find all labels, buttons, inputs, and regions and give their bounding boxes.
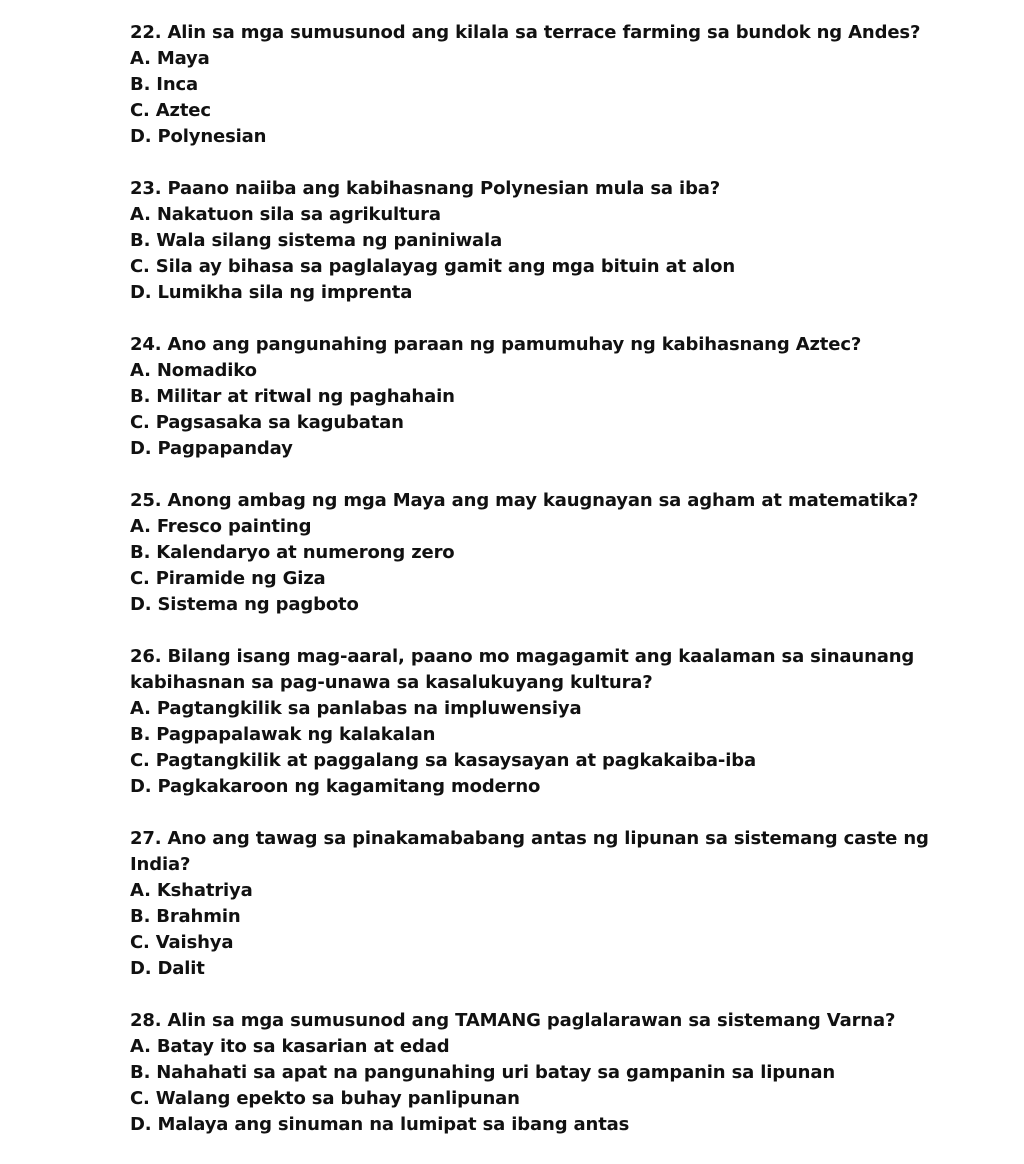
choice-b [130, 540, 990, 566]
choice-letter: D. [130, 282, 152, 303]
choice-letter: A. [130, 1036, 151, 1057]
choice-c [130, 410, 990, 436]
question-prompt: Ano ang tawag sa pinakamababang antas ng lipunan sa sistemang caste ng India? [130, 828, 929, 875]
choice-letter: A. [130, 48, 151, 69]
question-prompt: Ano ang pangunahing paraan ng pamumuhay ng kabihasnang Aztec? [167, 334, 862, 355]
choice-text: Lumikha sila ng imprenta [157, 282, 413, 303]
choice-text: Pagpapanday [157, 438, 293, 459]
choice-letter: C. [130, 412, 150, 433]
choice-text: Inca [156, 74, 198, 95]
choice-d [130, 1112, 990, 1138]
question-26 [130, 644, 990, 800]
question-number: 27. [130, 828, 162, 849]
question-prompt: Bilang isang mag-aaral, paano mo magagamit ang kaalaman sa sinaunang kabihasnan sa pag-unawa sa kasalukuyang kultura? [130, 646, 915, 693]
choice-text: Polynesian [157, 126, 267, 147]
choice-c [130, 748, 990, 774]
choice-d [130, 124, 990, 150]
choice-letter: A. [130, 698, 151, 719]
choice-text: Nomadiko [156, 360, 257, 381]
question-number: 22. [130, 22, 162, 43]
choice-b [130, 72, 990, 98]
choice-text: Batay ito sa kasarian at edad [156, 1036, 450, 1057]
choice-c [130, 1086, 990, 1112]
choice-a [130, 1034, 990, 1060]
question-text [130, 1008, 990, 1034]
choice-letter: B. [130, 1062, 151, 1083]
choice-text: Brahmin [156, 906, 241, 927]
question-text [130, 332, 990, 358]
question-text [130, 488, 990, 514]
question-prompt: Anong ambag ng mga Maya ang may kaugnayan sa agham at matematika? [167, 490, 919, 511]
question-23 [130, 176, 990, 306]
choice-text: Pagsasaka sa kagubatan [155, 412, 404, 433]
choice-text: Vaishya [155, 932, 234, 953]
choice-d [130, 280, 990, 306]
choice-text: Fresco painting [156, 516, 312, 537]
question-prompt: Alin sa mga sumusunod ang kilala sa terrace farming sa bundok ng Andes? [167, 22, 921, 43]
question-number: 25. [130, 490, 162, 511]
question-25 [130, 488, 990, 618]
choice-letter: C. [130, 568, 150, 589]
question-24 [130, 332, 990, 462]
choice-letter: B. [130, 542, 151, 563]
choice-a [130, 878, 990, 904]
choice-a [130, 202, 990, 228]
choice-text: Pagtangkilik at paggalang sa kasaysayan at pagkakaiba-iba [155, 750, 756, 771]
choice-b [130, 228, 990, 254]
question-number: 24. [130, 334, 162, 355]
choice-letter: C. [130, 256, 150, 277]
choice-d [130, 436, 990, 462]
choice-b [130, 904, 990, 930]
choice-text: Piramide ng Giza [155, 568, 326, 589]
question-text [130, 20, 990, 46]
choice-text: Sistema ng pagboto [157, 594, 359, 615]
choice-text: Sila ay bihasa sa paglalayag gamit ang mga bituin at alon [155, 256, 736, 277]
question-number: 28. [130, 1010, 162, 1031]
choice-a [130, 46, 990, 72]
choice-a [130, 358, 990, 384]
choice-text: Nahahati sa apat na pangunahing uri batay sa gampanin sa lipunan [156, 1062, 836, 1083]
choice-b [130, 1060, 990, 1086]
choice-d [130, 592, 990, 618]
choice-letter: D. [130, 776, 152, 797]
choice-letter: C. [130, 932, 150, 953]
quiz-page [130, 20, 990, 1164]
question-27 [130, 826, 990, 982]
choice-c [130, 930, 990, 956]
question-number: 26. [130, 646, 162, 667]
choice-b [130, 384, 990, 410]
choice-letter: D. [130, 594, 152, 615]
choice-b [130, 722, 990, 748]
question-text [130, 826, 990, 878]
choice-text: Kalendaryo at numerong zero [156, 542, 455, 563]
question-22 [130, 20, 990, 150]
question-prompt: Alin sa mga sumusunod ang TAMANG paglalarawan sa sistemang Varna? [167, 1010, 896, 1031]
question-text [130, 176, 990, 202]
choice-letter: D. [130, 126, 152, 147]
choice-letter: D. [130, 958, 152, 979]
choice-c [130, 566, 990, 592]
choice-letter: B. [130, 724, 151, 745]
choice-text: Dalit [157, 958, 205, 979]
choice-text: Malaya ang sinuman na lumipat sa ibang antas [157, 1114, 630, 1135]
choice-d [130, 774, 990, 800]
choice-letter: D. [130, 1114, 152, 1135]
choice-text: Walang epekto sa buhay panlipunan [155, 1088, 520, 1109]
choice-text: Nakatuon sila sa agrikultura [156, 204, 441, 225]
choice-letter: C. [130, 100, 150, 121]
question-28 [130, 1008, 990, 1138]
choice-text: Kshatriya [156, 880, 253, 901]
choice-letter: C. [130, 1088, 150, 1109]
choice-letter: B. [130, 230, 151, 251]
choice-a [130, 696, 990, 722]
choice-letter: A. [130, 880, 151, 901]
question-text [130, 644, 990, 696]
choice-text: Aztec [155, 100, 211, 121]
choice-d [130, 956, 990, 982]
choice-c [130, 98, 990, 124]
question-number: 23. [130, 178, 162, 199]
choice-text: Militar at ritwal ng paghahain [156, 386, 455, 407]
choice-letter: C. [130, 750, 150, 771]
choice-letter: B. [130, 386, 151, 407]
choice-letter: A. [130, 204, 151, 225]
choice-letter: A. [130, 516, 151, 537]
choice-letter: D. [130, 438, 152, 459]
choice-text: Wala silang sistema ng paniniwala [156, 230, 503, 251]
choice-text: Pagtangkilik sa panlabas na impluwensiya [156, 698, 582, 719]
question-prompt: Paano naiiba ang kabihasnang Polynesian mula sa iba? [167, 178, 721, 199]
choice-a [130, 514, 990, 540]
choice-text: Maya [156, 48, 210, 69]
choice-text: Pagkakaroon ng kagamitang moderno [157, 776, 541, 797]
choice-letter: A. [130, 360, 151, 381]
choice-c [130, 254, 990, 280]
choice-text: Pagpapalawak ng kalakalan [156, 724, 436, 745]
choice-letter: B. [130, 906, 151, 927]
choice-letter: B. [130, 74, 151, 95]
